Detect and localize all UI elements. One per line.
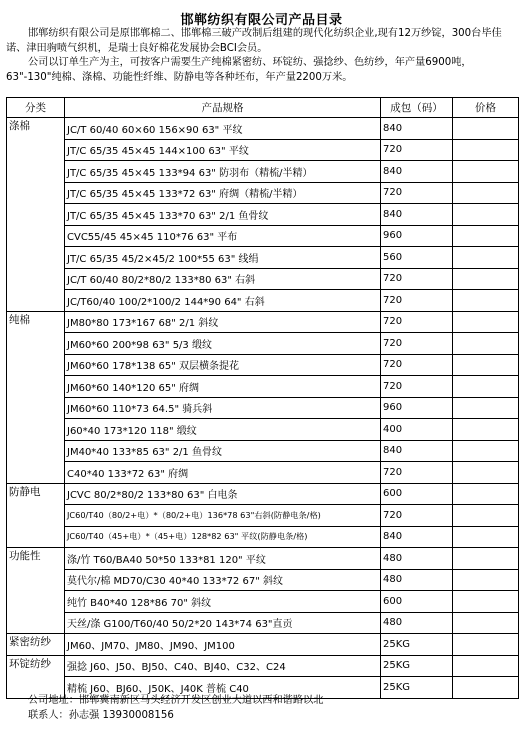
spec-cell: 精梳 J60、BJ60、J50K、J40K 普梳 C40 bbox=[65, 677, 381, 699]
spec-cell: JM60、JM70、JM80、JM90、JM100 bbox=[65, 634, 381, 656]
price-cell bbox=[453, 354, 519, 376]
company-address: 公司地址：邯郸冀南新区马头经济开发区创业大道以西和谐路以北 bbox=[28, 695, 324, 706]
spec-cell: 莫代尔/棉 MD70/C30 40*40 133*72 67" 斜纹 bbox=[65, 569, 381, 591]
price-cell bbox=[453, 677, 519, 699]
output-cell: 720 bbox=[381, 333, 453, 355]
output-cell: 400 bbox=[381, 419, 453, 441]
table-row bbox=[7, 526, 519, 548]
output-cell: 720 bbox=[381, 290, 453, 312]
spec-cell: JM60*60 140*120 65" 府绸 bbox=[65, 376, 381, 398]
header-price: 价格 bbox=[453, 98, 519, 118]
table-row bbox=[7, 483, 519, 505]
output-cell: 720 bbox=[381, 462, 453, 484]
spec-cell: JT/C 65/35 45×45 133*72 63" 府绸（精梳/半精） bbox=[65, 182, 381, 204]
spec-cell: JC60/T40（45+电）*（45+电）128*82 63" 平纹(防静电条/格) bbox=[65, 526, 381, 548]
output-cell: 25KG bbox=[381, 655, 453, 677]
table-row bbox=[7, 290, 519, 312]
product-table bbox=[6, 97, 519, 699]
price-cell bbox=[453, 612, 519, 634]
output-cell: 840 bbox=[381, 204, 453, 226]
header-output: 成包（码） bbox=[381, 98, 453, 118]
output-cell: 480 bbox=[381, 548, 453, 570]
table-row bbox=[7, 397, 519, 419]
output-cell: 840 bbox=[381, 526, 453, 548]
price-cell bbox=[453, 526, 519, 548]
intro-paragraph-2: 公司以订单生产为主，可按客户需要生产纯棉紧密纺、环锭纺、强捻纱、色纺纱，年产量6900吨，63"-130"纯棉、涤棉、功能性纤维、防静电等各种坯布，年产量2200万米。 bbox=[6, 57, 472, 83]
table-header-row bbox=[7, 98, 519, 118]
price-cell bbox=[453, 376, 519, 398]
table-row bbox=[7, 182, 519, 204]
output-cell: 25KG bbox=[381, 634, 453, 656]
spec-cell: JC60/T40（80/2+电）*（80/2+电）136*78 63"右斜(防静电条/格) bbox=[65, 505, 381, 527]
output-cell: 720 bbox=[381, 139, 453, 161]
output-cell: 600 bbox=[381, 483, 453, 505]
category-cell: 紧密纺纱 bbox=[7, 634, 65, 656]
price-cell bbox=[453, 462, 519, 484]
table-row bbox=[7, 612, 519, 634]
price-cell bbox=[453, 268, 519, 290]
spec-cell: CVC55/45 45×45 110*76 63" 平布 bbox=[65, 225, 381, 247]
table-row bbox=[7, 268, 519, 290]
spec-cell: JCVC 80/2*80/2 133*80 63" 白电条 bbox=[65, 483, 381, 505]
spec-cell: JC/T 60/40 60×60 156×90 63" 平纹 bbox=[65, 118, 381, 140]
contact-person: 联系人：孙志强 13930008156 bbox=[28, 709, 174, 721]
table-row bbox=[7, 161, 519, 183]
spec-cell: JM60*60 110*73 64.5" 骑兵斜 bbox=[65, 397, 381, 419]
price-cell bbox=[453, 634, 519, 656]
output-cell: 840 bbox=[381, 440, 453, 462]
output-cell: 840 bbox=[381, 118, 453, 140]
category-cell: 环锭纺纱 bbox=[7, 655, 65, 698]
spec-cell: 纯竹 B40*40 128*86 70" 斜纹 bbox=[65, 591, 381, 613]
category-cell: 纯棉 bbox=[7, 311, 65, 483]
output-cell: 840 bbox=[381, 161, 453, 183]
header-category: 分类 bbox=[7, 98, 65, 118]
table-row bbox=[7, 333, 519, 355]
output-cell: 720 bbox=[381, 268, 453, 290]
table-row bbox=[7, 591, 519, 613]
spec-cell: JT/C 65/35 45×45 133*94 63" 防羽布（精梳/半精） bbox=[65, 161, 381, 183]
table-row bbox=[7, 204, 519, 226]
output-cell: 960 bbox=[381, 397, 453, 419]
company-intro bbox=[6, 27, 518, 85]
price-cell bbox=[453, 440, 519, 462]
table-body bbox=[7, 118, 519, 699]
output-cell: 720 bbox=[381, 505, 453, 527]
price-cell bbox=[453, 419, 519, 441]
price-cell bbox=[453, 290, 519, 312]
output-cell: 600 bbox=[381, 591, 453, 613]
spec-cell: 天丝/涤 G100/T60/40 50/2*20 143*74 63"直贡 bbox=[65, 612, 381, 634]
output-cell: 720 bbox=[381, 376, 453, 398]
price-cell bbox=[453, 118, 519, 140]
spec-cell: JT/C 65/35 45/2×45/2 100*55 63" 线绢 bbox=[65, 247, 381, 269]
output-cell: 720 bbox=[381, 311, 453, 333]
spec-cell: 涤/竹 T60/BA40 50*50 133*81 120" 平纹 bbox=[65, 548, 381, 570]
output-cell: 480 bbox=[381, 612, 453, 634]
output-cell: 480 bbox=[381, 569, 453, 591]
spec-cell: JC/T 60/40 80/2*80/2 133*80 63" 右斜 bbox=[65, 268, 381, 290]
table-row bbox=[7, 505, 519, 527]
spec-cell: JT/C 65/35 45×45 133*70 63" 2/1 鱼骨纹 bbox=[65, 204, 381, 226]
price-cell bbox=[453, 505, 519, 527]
table-row bbox=[7, 569, 519, 591]
price-cell bbox=[453, 225, 519, 247]
table-row bbox=[7, 354, 519, 376]
header-spec: 产品规格 bbox=[65, 98, 381, 118]
price-cell bbox=[453, 311, 519, 333]
spec-cell: JM40*40 133*85 63" 2/1 鱼骨纹 bbox=[65, 440, 381, 462]
price-cell bbox=[453, 483, 519, 505]
price-cell bbox=[453, 333, 519, 355]
intro-paragraph-1: 邯郸纺织有限公司是原邯郸棉二、邯郸棉三破产改制后组建的现代化纺织企业,现有12万纱锭，300台毕佳诺、津田驹喷气织机，是瑞士良好棉花发展协会BCI会员。 bbox=[6, 28, 502, 54]
price-cell bbox=[453, 204, 519, 226]
table-row bbox=[7, 225, 519, 247]
spec-cell: JT/C 65/35 45×45 144×100 63" 平纹 bbox=[65, 139, 381, 161]
spec-cell: JM60*60 200*98 63" 5/3 缎纹 bbox=[65, 333, 381, 355]
table-row bbox=[7, 118, 519, 140]
spec-cell: 强捻 J60、J50、BJ50、C40、BJ40、C32、C24 bbox=[65, 655, 381, 677]
price-cell bbox=[453, 139, 519, 161]
output-cell: 720 bbox=[381, 182, 453, 204]
table-row bbox=[7, 139, 519, 161]
output-cell: 720 bbox=[381, 354, 453, 376]
table-row bbox=[7, 247, 519, 269]
spec-cell: C40*40 133*72 63" 府绸 bbox=[65, 462, 381, 484]
table-row bbox=[7, 548, 519, 570]
category-cell: 功能性 bbox=[7, 548, 65, 634]
category-cell: 涤棉 bbox=[7, 118, 65, 312]
table-row bbox=[7, 462, 519, 484]
table-row bbox=[7, 376, 519, 398]
output-cell: 560 bbox=[381, 247, 453, 269]
category-cell: 防静电 bbox=[7, 483, 65, 548]
table-row bbox=[7, 440, 519, 462]
table-row bbox=[7, 634, 519, 656]
price-cell bbox=[453, 397, 519, 419]
price-cell bbox=[453, 182, 519, 204]
spec-cell: JC/T60/40 100/2*100/2 144*90 64" 右斜 bbox=[65, 290, 381, 312]
page-title: 邯郸纺织有限公司产品目录 bbox=[180, 13, 343, 28]
price-cell bbox=[453, 161, 519, 183]
output-cell: 25KG bbox=[381, 677, 453, 699]
table-row bbox=[7, 419, 519, 441]
table-row bbox=[7, 311, 519, 333]
price-cell bbox=[453, 655, 519, 677]
footer bbox=[28, 694, 323, 723]
spec-cell: JM60*60 178*138 65" 双层横条提花 bbox=[65, 354, 381, 376]
spec-cell: JM80*80 173*167 68" 2/1 斜纹 bbox=[65, 311, 381, 333]
price-cell bbox=[453, 591, 519, 613]
output-cell: 960 bbox=[381, 225, 453, 247]
price-cell bbox=[453, 548, 519, 570]
table-row bbox=[7, 655, 519, 677]
price-cell bbox=[453, 569, 519, 591]
spec-cell: J60*40 173*120 118" 缎纹 bbox=[65, 419, 381, 441]
price-cell bbox=[453, 247, 519, 269]
